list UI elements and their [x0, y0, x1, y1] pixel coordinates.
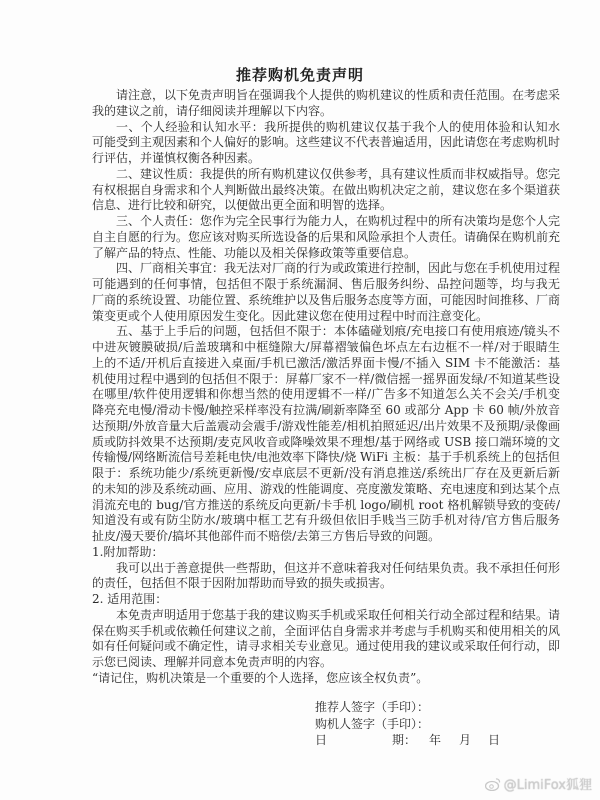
text-line: 信息、进行比较和研究，以便做出更全面和明智的选择。: [92, 198, 393, 213]
watermark: [485, 774, 592, 793]
text-line: 2. 适用范围：: [92, 592, 168, 606]
text-line: 五、基于上手后的问题，包括但不限于：本体磕碰划痕/充电接口有使用痕迹/镜头不: [116, 324, 560, 339]
document-body: [92, 88, 560, 687]
paragraph: [92, 88, 560, 120]
weibo-icon: [485, 777, 501, 791]
paragraph: [92, 561, 560, 593]
text-line: 如有任何疑问或不确定性，请寻求相关专业意见。通过使用我的建议或采取任何行动，即: [92, 639, 560, 654]
text-line: 机使用过程中遇到的包括但不限于：屏幕厂家不一样/微信摇一摇界面发绿/不知道某些设: [92, 371, 560, 386]
text-line: 自主自愿的行为。您应该对购买所选设备的后果和风险承担个人责任。请确保在购机前充: [92, 229, 560, 244]
text-line: 二、建议性质：我提供的所有购机建议仅供参考，具有建议性质而非权威指导。您完: [116, 166, 560, 181]
date-row: [315, 732, 500, 749]
text-line: 可能受到主观因素和个人偏好的影响。这些建议不代表普遍适用，因此请您在考虑购机时: [92, 135, 560, 150]
text-line: 质或防抖效果不达预期/麦克风收音或降噪效果不理想/基于网络或 USB 接口端环境的文: [92, 434, 560, 449]
text-line: 达预期/外放音量大后盖震动会震手/游戏性能差/相机拍照延迟/出片效果不及预期/录像画: [92, 418, 560, 433]
text-line: 传输慢/网络断流信号差耗电快/电池效率下降快/烧 WiFi 主板：基于手机系统上的包括但: [92, 450, 560, 465]
paragraph: [92, 167, 560, 214]
month-label: 月: [459, 733, 472, 747]
text-line: 扯皮/漫天要价/搞坏其他部件而不赔偿/去第三方售后导致的问题。: [92, 529, 441, 543]
day-label: 日: [488, 733, 501, 747]
recommender-signature: 推荐人签字（手印）：: [315, 700, 430, 714]
paragraph: [92, 261, 560, 324]
text-line: 示您已阅读、理解并同意本免责声明的内容。: [92, 655, 333, 669]
text-line: “请记住，购机决策是一个重要的个人选择，您应该全权负责”。: [92, 670, 429, 685]
paragraph: [92, 324, 560, 545]
year-label: 年: [429, 733, 442, 747]
text-line: 知道没有或有防尘防水/玻璃中框工艺有升级但依旧手贱当三防手机对待/官方售后服务: [92, 513, 560, 528]
text-line: 策变更或个人使用原因发生变化。因此建议您在使用过程中时而注意变化。: [92, 308, 489, 323]
text-line: 的责任，包括但不限于因附加帮助而导致的损失或损害。: [92, 576, 393, 591]
section-heading: [92, 592, 560, 608]
date-label-2: 期：: [392, 733, 417, 747]
text-line: 上的不适/开机后直接进入桌面/手机已激活/激活界面卡慢/不插入 SIM 卡不能激活：基: [92, 355, 560, 370]
text-line: 四、厂商相关事宜：我无法对厂商的行为或政策进行控制，因此与您在手机使用过程: [116, 261, 560, 276]
text-line: 厂商的系统设置、功能位置、系统维护以及售后服务态度等方面，可能因时间推移、厂商: [92, 292, 560, 307]
closing-quote: [92, 671, 560, 687]
text-line: 限于：系统功能少/系统更新慢/安卓底层不更新/没有消息推送/系统出厂存在及更新后新: [92, 466, 560, 480]
text-line: 行评估，并谨慎权衡各种因素。: [92, 151, 261, 165]
section-heading: [92, 545, 560, 561]
text-line: 有权根据自身需求和个人判断做出最终决策。在做出购机决定之前，建议您在多个渠道获: [92, 182, 560, 197]
text-line: 我的建议之前，请仔细阅读并理解以下内容。: [92, 103, 333, 118]
paragraph: [92, 608, 560, 671]
text-line: 在哪里/软件使用逻辑和你想当然的使用逻辑不一样/广告多不知道怎么关不会关/手机变: [92, 387, 560, 402]
text-line: 请注意，以下免责声明旨在强调我个人提供的购机建议的性质和责任范围。在考虑采: [116, 88, 560, 102]
signature-block: [315, 699, 500, 749]
date-label-1: 日: [315, 733, 328, 747]
text-line: 中进灰镀膜破损/后盖玻璃和中框缝隙大/屏幕褶皱偏色坏点左右边框不一样/对于眼睛生: [92, 340, 560, 354]
text-line: 三、个人责任：您作为完全民事行为能力人，在购机过程中的所有决策均是您个人完: [116, 214, 560, 228]
text-line: 降亮充电慢/滑动卡慢/触控采样率没有拉满/刷新率降至 60 或部分 App 卡 60 帧/外放音: [92, 403, 560, 417]
text-line: 涓流充电的 bug/官方推送的系统反向更新/卡手机 logo/刷机 root 格机解锁导致的变砖/: [92, 497, 560, 512]
text-line: 1.附加帮助：: [92, 544, 164, 559]
text-line: 保在购买手机或依赖任何建议之前，全面评估自身需求并考虑与手机购买和使用相关的风: [92, 623, 560, 638]
watermark-text: @LimiFox狐狸: [503, 778, 592, 793]
text-line: 我可以出于善意提供一些帮助，但这并不意味着我对任何结果负责。我不承担任何形: [116, 560, 560, 575]
text-line: 的未知的涉及系统动画、应用、游戏的性能调度、亮度激发策略、充电速度和到达某个点: [92, 481, 560, 496]
paragraph: [92, 214, 560, 261]
text-line: 一、个人经验和认知水平：我所提供的购机建议仅基于我个人的使用体验和认知水: [116, 119, 560, 134]
document-title: 推荐购机免责声明: [235, 66, 364, 84]
text-line: 了解产品的特点、性能、功能以及相关保修政策等重要信息。: [92, 245, 417, 260]
paragraph: [92, 120, 560, 167]
text-line: 本免责声明适用于您基于我的建议购买手机或采取任何相关行动全部过程和结果。请: [116, 607, 560, 622]
text-line: 可能遇到的任何事情，包括但不限于系统漏洞、售后服务纠纷、品控问题等，均与我无: [92, 277, 560, 291]
buyer-signature: 购机人签字（手印）：: [315, 716, 430, 731]
